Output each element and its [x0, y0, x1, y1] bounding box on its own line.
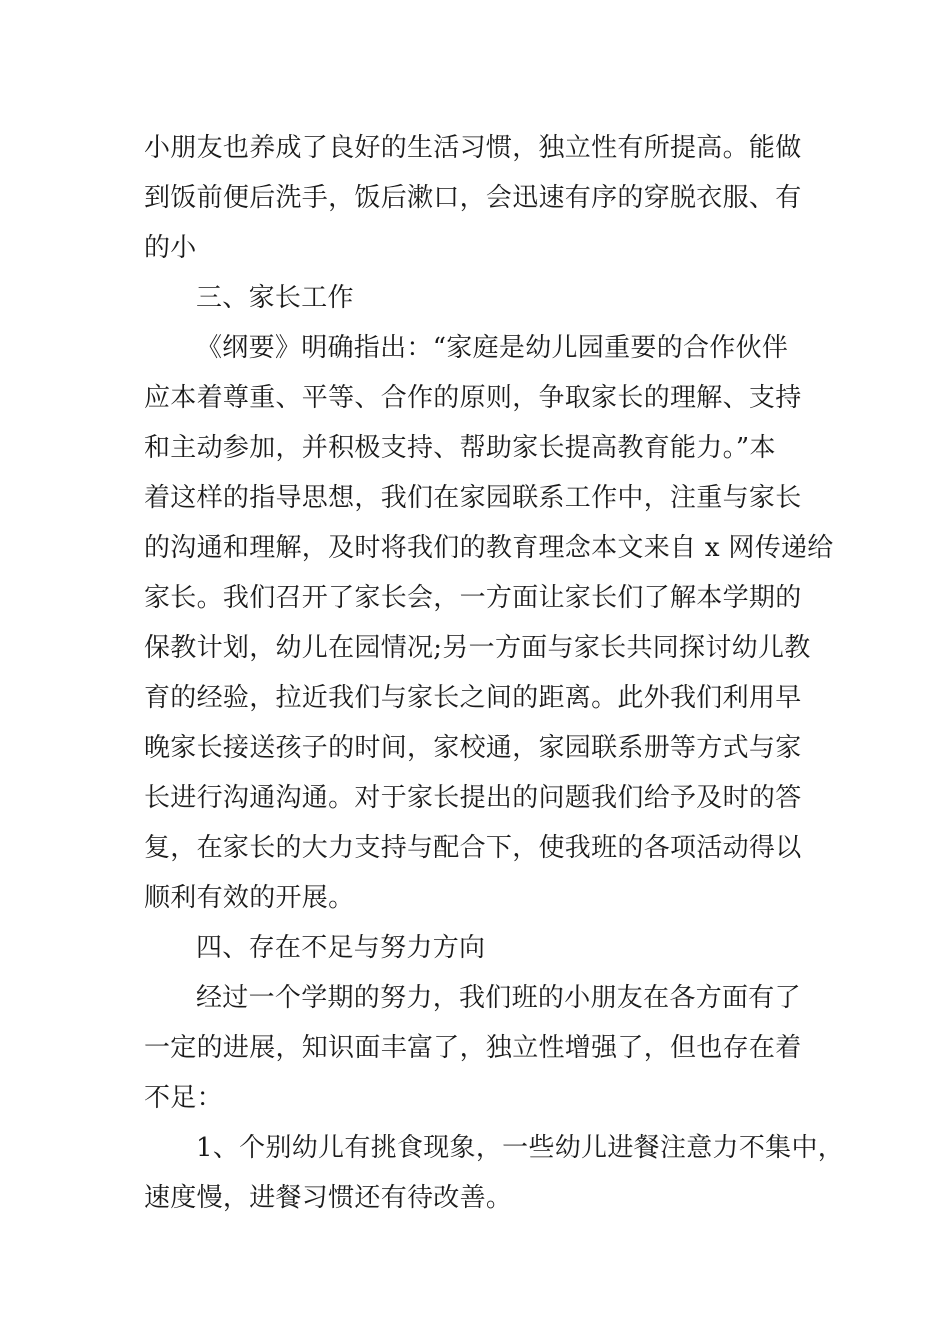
text-line: 着这样的指导思想，我们在家园联系工作中，注重与家长 — [144, 483, 802, 513]
text-line: 育的经验，拉近我们与家长之间的距离。此外我们利用早 — [144, 683, 802, 713]
text-line: 保教计划，幼儿在园情况;另一方面与家长共同探讨幼儿教 — [144, 633, 811, 663]
text-line: 晚家长接送孩子的时间，家校通，家园联系册等方式与家 — [144, 733, 802, 763]
text-line: 应本着尊重、平等、合作的原则，争取家长的理解、支持 — [144, 383, 802, 413]
text-line: 家长。我们召开了家长会，一方面让家长们了解本学期的 — [144, 583, 802, 613]
text-line: 《纲要》明确指出：“家庭是幼儿园重要的合作伙伴 — [196, 333, 789, 363]
text-line: 经过一个学期的努力，我们班的小朋友在各方面有了 — [196, 983, 801, 1013]
text-line: 速度慢，进餐习惯还有待改善。 — [144, 1183, 513, 1213]
text-line: 复，在家长的大力支持与配合下，使我班的各项活动得以 — [144, 833, 802, 863]
text-line: 一定的进展，知识面丰富了，独立性增强了，但也存在着 — [144, 1033, 802, 1063]
text-line: 不足： — [144, 1083, 223, 1113]
text-line: 到饭前便后洗手，饭后漱口，会迅速有序的穿脱衣服、有 — [144, 183, 802, 213]
text-line: 的沟通和理解，及时将我们的教育理念本文来自 x 网传递给 — [144, 533, 834, 563]
text-line: 长进行沟通沟通。对于家长提出的问题我们给予及时的答 — [144, 783, 802, 813]
section-heading: 三、家长工作 — [196, 283, 354, 313]
text-line: 顺利有效的开展。 — [144, 883, 355, 913]
list-item: 1、个别幼儿有挑食现象，一些幼儿进餐注意力不集中， — [196, 1133, 845, 1163]
text-line: 的小 — [144, 233, 197, 263]
text-line: 小朋友也养成了良好的生活习惯，独立性有所提高。能做 — [144, 133, 802, 163]
section-heading: 四、存在不足与努力方向 — [196, 933, 486, 963]
text-line: 和主动参加，并积极支持、帮助家长提高教育能力。”本 — [144, 433, 776, 463]
